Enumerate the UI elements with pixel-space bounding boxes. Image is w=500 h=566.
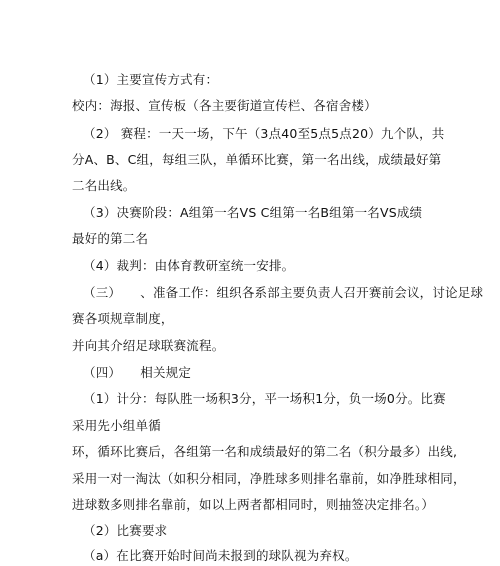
text-line-7: 最好的第二名: [72, 231, 149, 246]
text-line-3: （2） 赛程：一天一场，下午（3点40至5点5点20）九个队，共: [83, 126, 445, 141]
text-line-1: （1）主要宣传方式有：: [83, 72, 219, 87]
text-line-18: （2）比赛要求: [83, 523, 168, 538]
text-line-13: （1）计分：每队胜一场积3分，平一场积1分，负一场0分。比赛: [83, 391, 446, 406]
text-line-10: 赛各项规章制度，: [72, 311, 174, 326]
text-line-12: （四） 相关规定: [83, 365, 192, 380]
text-line-19: （a）在比赛开始时间尚未报到的球队视为弃权。: [83, 548, 358, 563]
text-line-17: 进球数多则排名靠前，如以上两者都相同时，则抽签决定排名。）: [72, 497, 435, 512]
text-line-11: 并向其介绍足球联赛流程。: [72, 338, 225, 353]
text-line-5: 二名出线。: [72, 178, 136, 193]
text-line-14: 采用先小组单循: [72, 418, 161, 433]
text-line-8: （4）裁判：由体育教研室统一安排。: [83, 258, 295, 273]
text-line-2: 校内：海报、宣传板（各主要街道宣传栏、各宿舍楼）: [72, 98, 377, 113]
text-line-16: 采用一对一淘汰（如积分相同，净胜球多则排名靠前，如净胜球相同，: [72, 471, 466, 486]
text-line-15: 环，循环比赛后，各组第一名和成绩最好的第二名（积分最多）出线,: [72, 444, 458, 459]
text-line-6: （3）决赛阶段：A组第一名VS C组第一名B组第一名VS成绩: [83, 205, 423, 220]
text-line-4: 分A、B、C组，每组三队，单循环比赛，第一名出线，成绩最好第: [72, 152, 442, 167]
text-line-9: （三） 、准备工作：组织各系部主要负责人召开赛前会议，讨论足球: [83, 285, 484, 300]
